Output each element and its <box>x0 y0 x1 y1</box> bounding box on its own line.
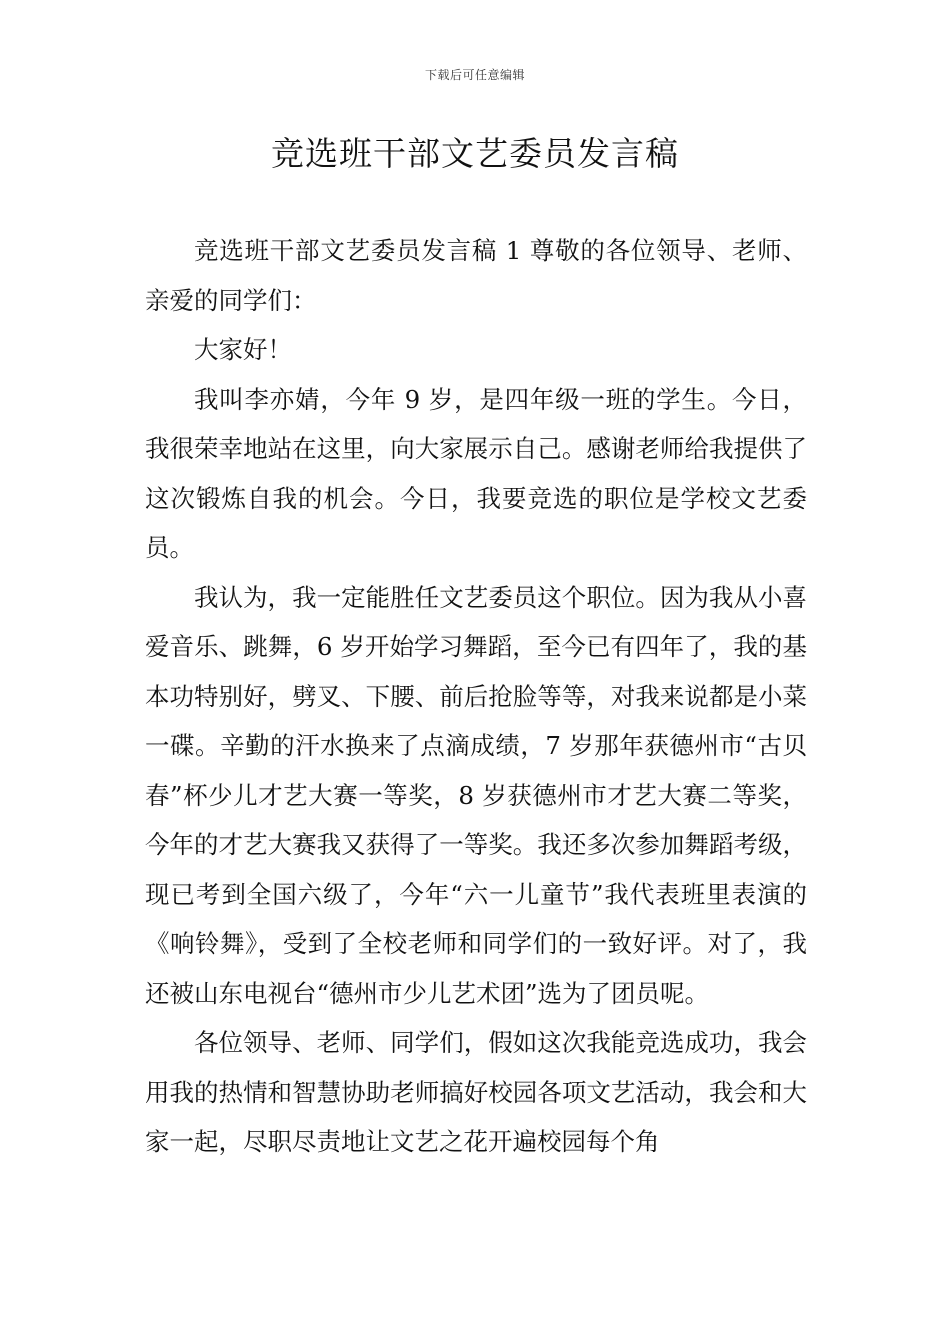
paragraph-5: 各位领导、老师、同学们，假如这次我能竞选成功，我会用我的热情和智慧协助老师搞好校园各项文艺活动，我会和大家一起，尽职尽责地让文艺之花开遍校园每个角 <box>145 1028 807 1156</box>
document-body <box>145 226 807 1167</box>
paragraph-3: 我叫李亦婧，今年 9 岁，是四年级一班的学生。今日，我很荣幸地站在这里，向大家展示自己。感谢老师给我提供了这次锻炼自我的机会。今日，我要竞选的职位是学校文艺委员。 <box>145 384 807 562</box>
paragraph-2: 大家好！ <box>194 335 292 364</box>
paragraph-1: 竞选班干部文艺委员发言稿 1 尊敬的各位领导、老师、亲爱的同学们： <box>145 236 807 315</box>
paragraph-4: 我认为，我一定能胜任文艺委员这个职位。因为我从小喜爱音乐、跳舞，6 岁开始学习舞蹈，至今已有四年了，我的基本功特别好，劈叉、下腰、前后抢脸等等，对我来说都是小菜一碟。辛勤的汗水换来了点滴成绩，7 岁那年获德州市“古贝春”杯少儿才艺大赛一等奖，8 岁获德州市才艺大赛二等奖，今年的才艺大赛我又获得了一等奖。我还多次参加舞蹈考级，现已考到全国六级了，今年“六一儿童节”我代表班里表演的《响铃舞》，受到了全校老师和同学们的一致好评。对了，我还被山东电视台“德州市少儿艺术团”选为了团员呢。 <box>145 582 807 1008</box>
header-note: 下载后可任意编辑 <box>424 68 525 82</box>
document-title: 竞选班干部文艺委员发言稿 <box>271 134 679 173</box>
